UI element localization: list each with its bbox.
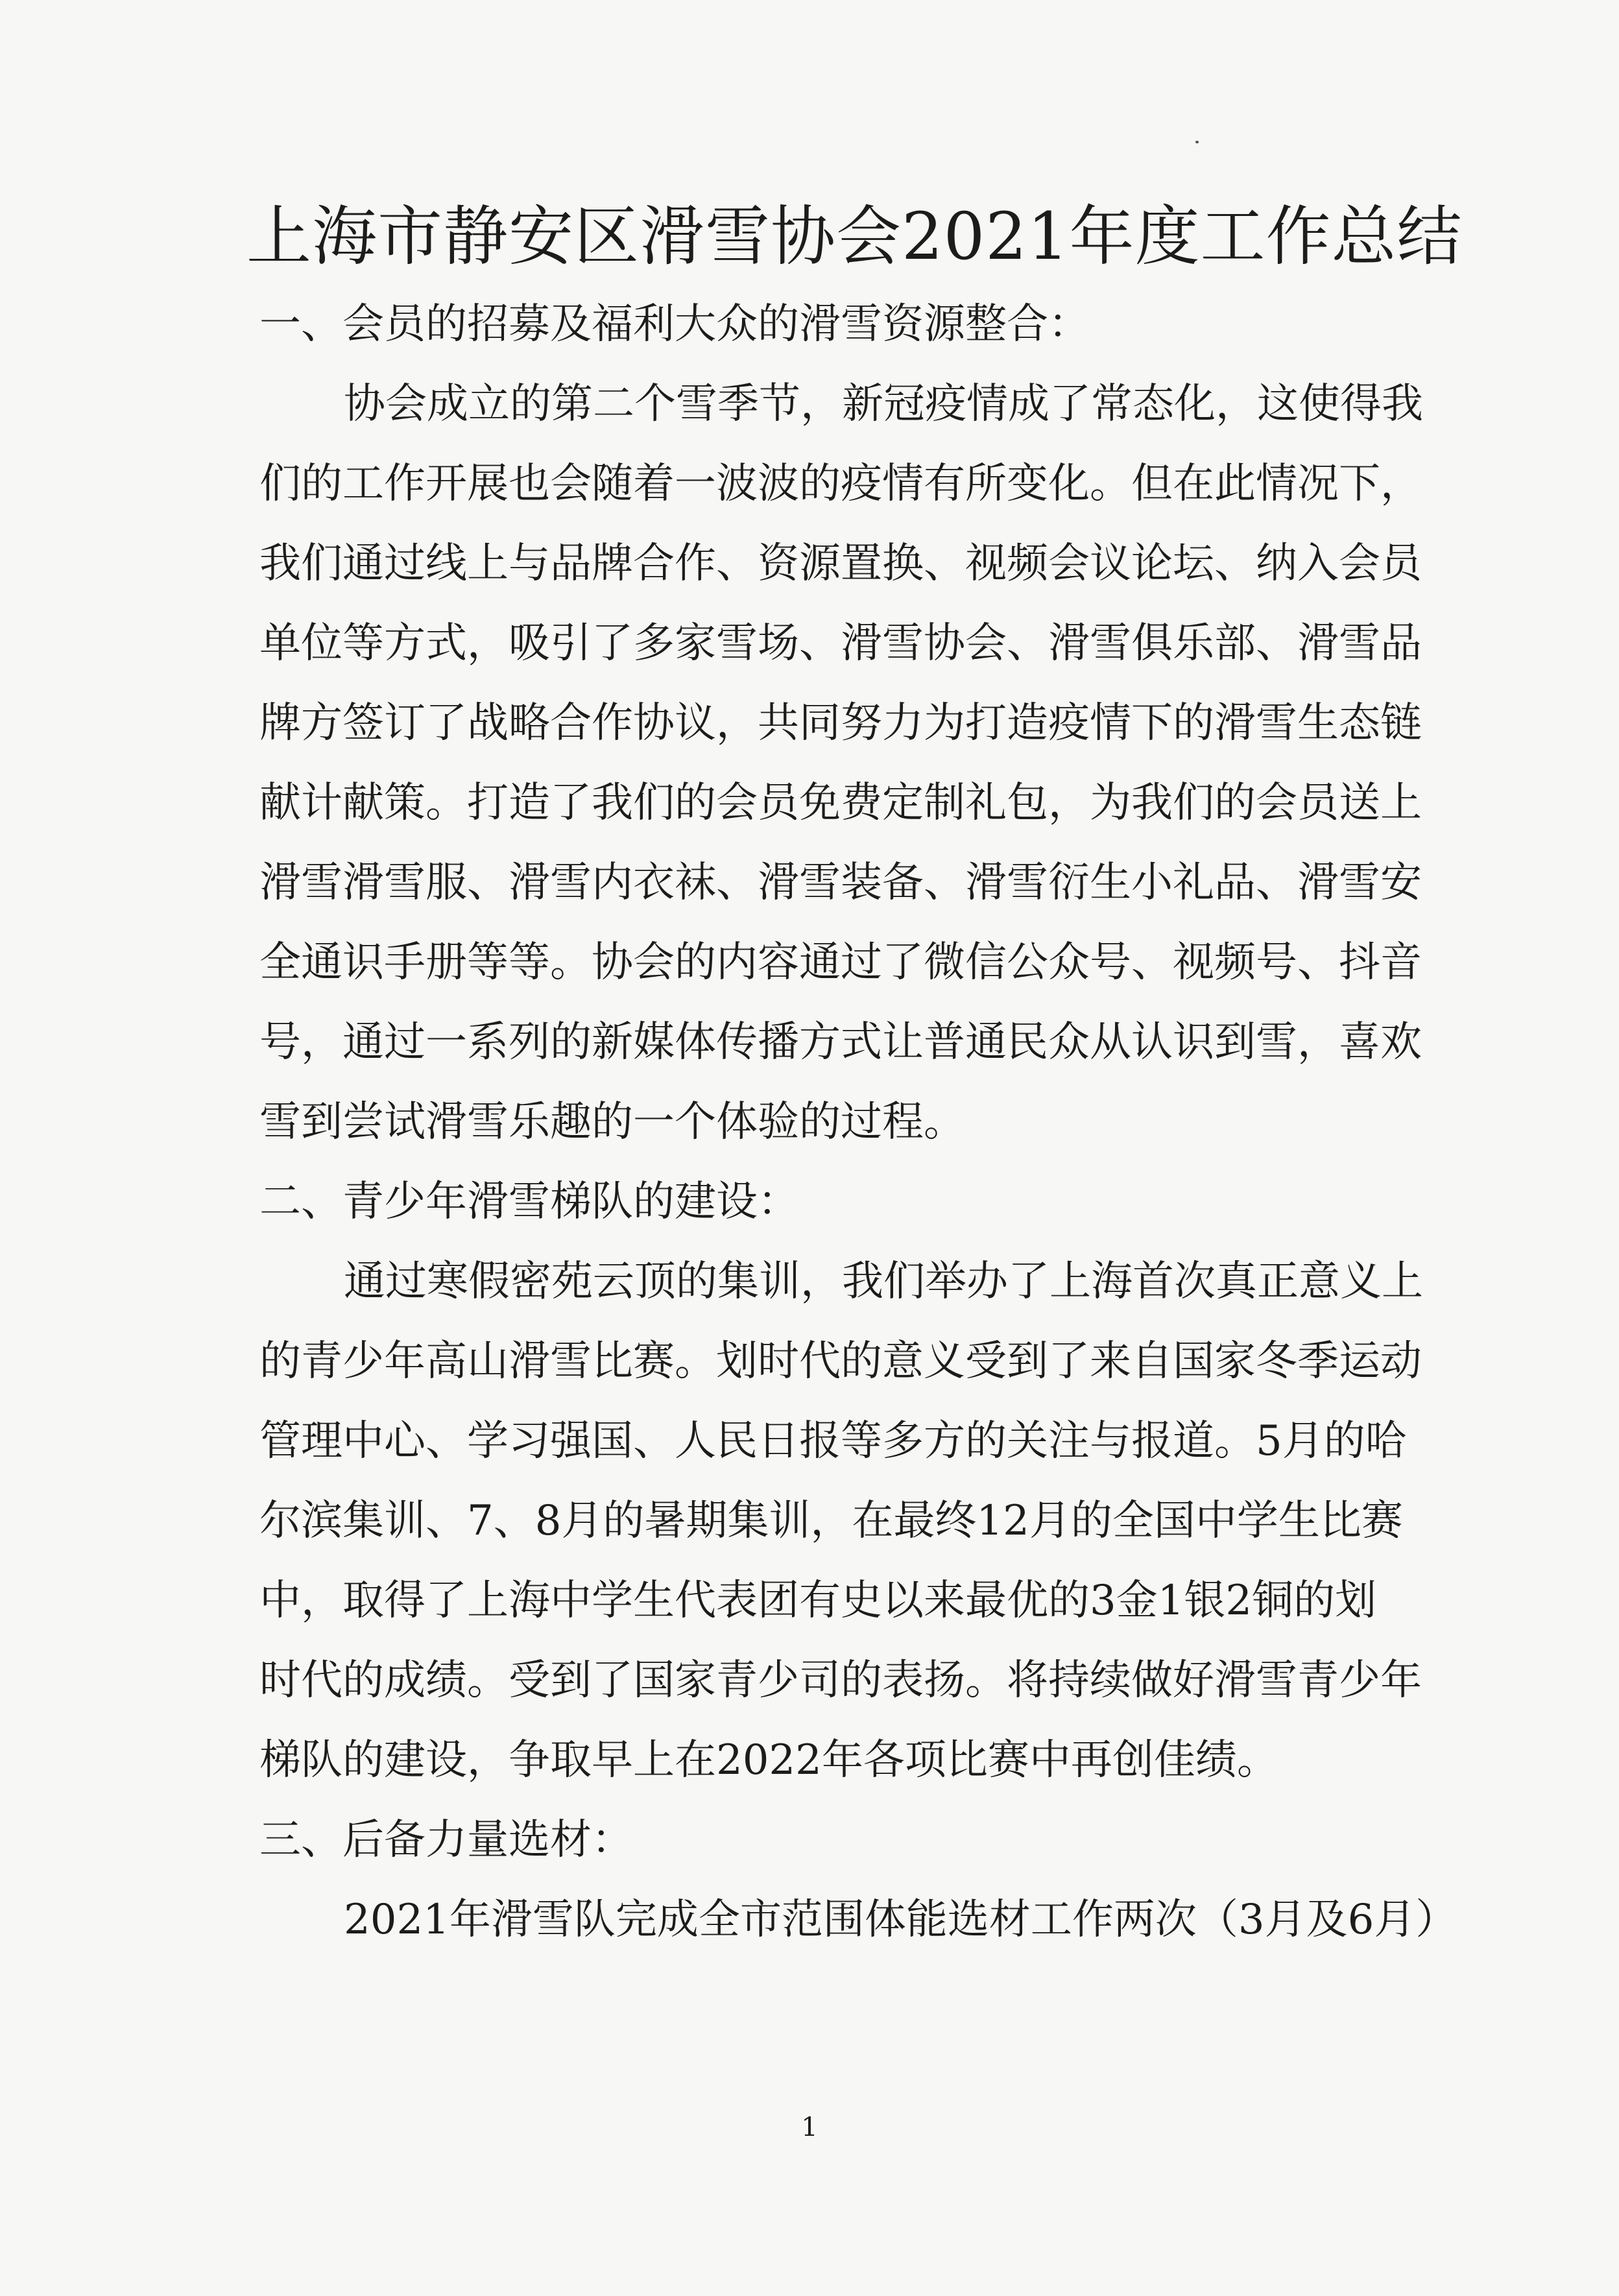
text-line: 我们通过线上与品牌合作、资源置换、视频会议论坛、纳入会员 xyxy=(259,540,1422,588)
text-line: 梯队的建设，争取早上在2022年各项比赛中再创佳绩。 xyxy=(259,1736,1278,1784)
section-heading-1: 一、会员的招募及福利大众的滑雪资源整合： xyxy=(259,300,1090,348)
text-line: 全通识手册等等。协会的内容通过了微信公众号、视频号、抖音 xyxy=(259,939,1422,987)
text-line: 献计献策。打造了我们的会员免费定制礼包，为我们的会员送上 xyxy=(259,779,1422,827)
text-line: 滑雪滑雪服、滑雪内衣袜、滑雪装备、滑雪衍生小礼品、滑雪安 xyxy=(259,859,1422,907)
text-line: 们的工作开展也会随着一波波的疫情有所变化。但在此情况下， xyxy=(259,460,1422,508)
text-line: 单位等方式，吸引了多家雪场、滑雪协会、滑雪俱乐部、滑雪品 xyxy=(259,619,1422,667)
text-line: 时代的成绩。受到了国家青少司的表扬。将持续做好滑雪青少年 xyxy=(259,1656,1422,1704)
page-number: 1 xyxy=(801,2112,818,2142)
section-heading-3: 三、后备力量选材： xyxy=(259,1816,633,1864)
text-line: 中，取得了上海中学生代表团有史以来最优的3金1银2铜的划 xyxy=(259,1577,1377,1625)
text-line: 的青少年高山滑雪比赛。划时代的意义受到了来自国家冬季运动 xyxy=(259,1337,1422,1385)
text-line: 2021年滑雪队完成全市范围体能选材工作两次（3月及6月） xyxy=(344,1896,1457,1944)
text-line: 牌方签订了战略合作协议，共同努力为打造疫情下的滑雪生态链 xyxy=(259,699,1422,747)
document-title: 上海市静安区滑雪协会2021年度工作总结 xyxy=(246,198,1463,274)
text-line: 协会成立的第二个雪季节，新冠疫情成了常态化，这使得我 xyxy=(344,380,1423,428)
text-line: 号，通过一系列的新媒体传播方式让普通民众从认识到雪，喜欢 xyxy=(259,1018,1422,1066)
scan-speck xyxy=(1195,141,1199,143)
text-line: 管理中心、学习强国、人民日报等多方的关注与报道。5月的哈 xyxy=(259,1417,1407,1465)
text-line: 通过寒假密苑云顶的集训，我们举办了上海首次真正意义上 xyxy=(344,1258,1423,1306)
text-line: 雪到尝试滑雪乐趣的一个体验的过程。 xyxy=(259,1098,965,1146)
text-line: 尔滨集训、7、8月的暑期集训，在最终12月的全国中学生比赛 xyxy=(259,1497,1403,1545)
section-heading-2: 二、青少年滑雪梯队的建设： xyxy=(259,1178,799,1226)
